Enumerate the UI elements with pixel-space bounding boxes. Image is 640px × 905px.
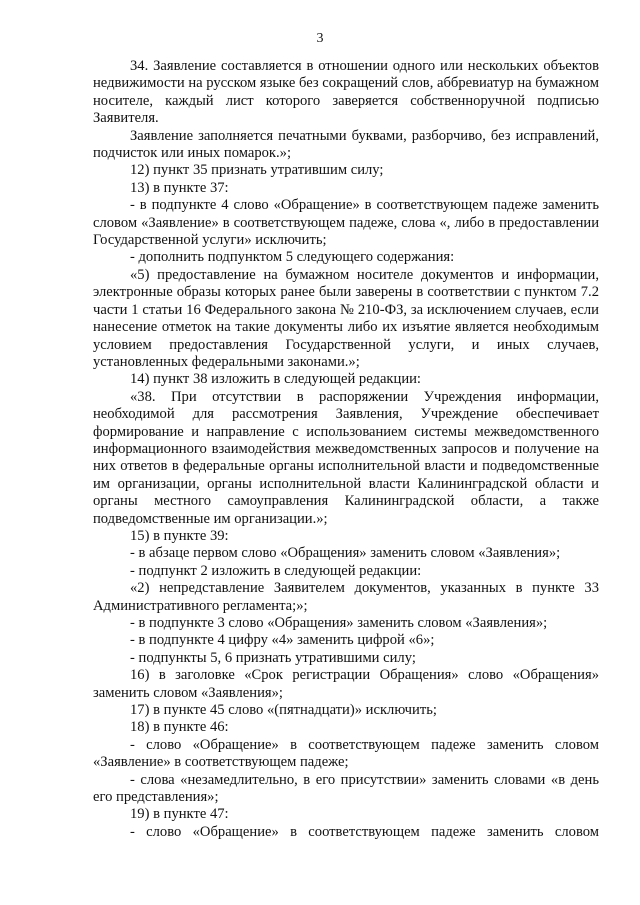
paragraph: 13) в пункте 37: (130, 179, 229, 196)
paragraph: 15) в пункте 39: (130, 527, 229, 544)
paragraph: 14) пункт 38 изложить в следующей редакции: (130, 371, 421, 388)
paragraph: - в подпункте 3 слово «Обращения» заменить словом «Заявления»; (130, 615, 548, 631)
paragraph: 18) в пункте 46: (130, 719, 229, 736)
paragraph: - слово «Обращение» в соответствующем падеже заменить словом (130, 823, 599, 840)
document-body (93, 58, 599, 841)
paragraph: 17) в пункте 45 слово «(пятнадцати)» исключить; (130, 702, 437, 719)
paragraph: - в подпункте 4 цифру «4» заменить цифрой «6»; (130, 632, 435, 649)
paragraph: Заявление заполняется печатными буквами, разборчиво, без исправлений, подчисток или иных помарок.»; (93, 127, 599, 162)
paragraph: - в абзаце первом слово «Обращения» заменить словом «Заявления»; (130, 545, 561, 562)
paragraph: «5) предоставление на бумажном носителе документов и информации, электронные образы которых ранее были заверены в соответствии с пунктом 7.2 части 1 статьи 16 Федерального закона № 210-ФЗ, за исключением случаев, если нанесение отметок на такие документы либо их изъятие является необходимым условием предоставления Государственной услуги, и иных случаев, установленных федеральными законами.»; (93, 266, 599, 370)
page-number: 3 (316, 31, 324, 46)
paragraph: 19) в пункте 47: (130, 806, 229, 823)
paragraph: «2) непредставление Заявителем документов, указанных в пункте 33 Административного регламента;»; (93, 580, 599, 614)
paragraph: 34. Заявление составляется в отношении одного или нескольких объектов недвижимости на русском языке без сокращений слов, аббревиатур на бумажном носителе, каждый лист которого заверяется собственноручной подписью Заявителя. (93, 58, 599, 127)
paragraph: - слово «Обращение» в соответствующем падеже заменить словом «Заявление» в соответствующем падеже; (93, 736, 599, 771)
paragraph: 16) в заголовке «Срок регистрации Обращения» слово «Обращения» заменить словом «Заявления»; (93, 667, 599, 701)
paragraph: - подпункты 5, 6 признать утратившими силу; (130, 649, 416, 666)
paragraph: - подпункт 2 изложить в следующей редакции: (130, 562, 422, 579)
paragraph: «38. При отсутствии в распоряжении Учреждения информации, необходимой для рассмотрения Заявления, Учреждение обеспечивает формирование и направление с использованием системы межведомственного информационного взаимодействия межведомственных запросов и получение на них ответов в федеральные органы исполнительной власти и подведомственные им организации, органы исполнительной власти Калининградской области и органы местного самоуправления Калининградской области, а также подведомственные им организации.»; (93, 388, 599, 527)
paragraph: - в подпункте 4 слово «Обращение» в соответствующем падеже заменить словом «Заявление» в соответствующем падеже, слова «, либо в предоставлении Государственной услуги» исключить; (93, 197, 599, 249)
paragraph: - дополнить подпунктом 5 следующего содержания: (130, 249, 455, 266)
paragraph: - слова «незамедлительно, в его присутствии» заменить словами «в день его представления»; (93, 771, 599, 806)
paragraph: 12) пункт 35 признать утратившим силу; (130, 162, 384, 179)
